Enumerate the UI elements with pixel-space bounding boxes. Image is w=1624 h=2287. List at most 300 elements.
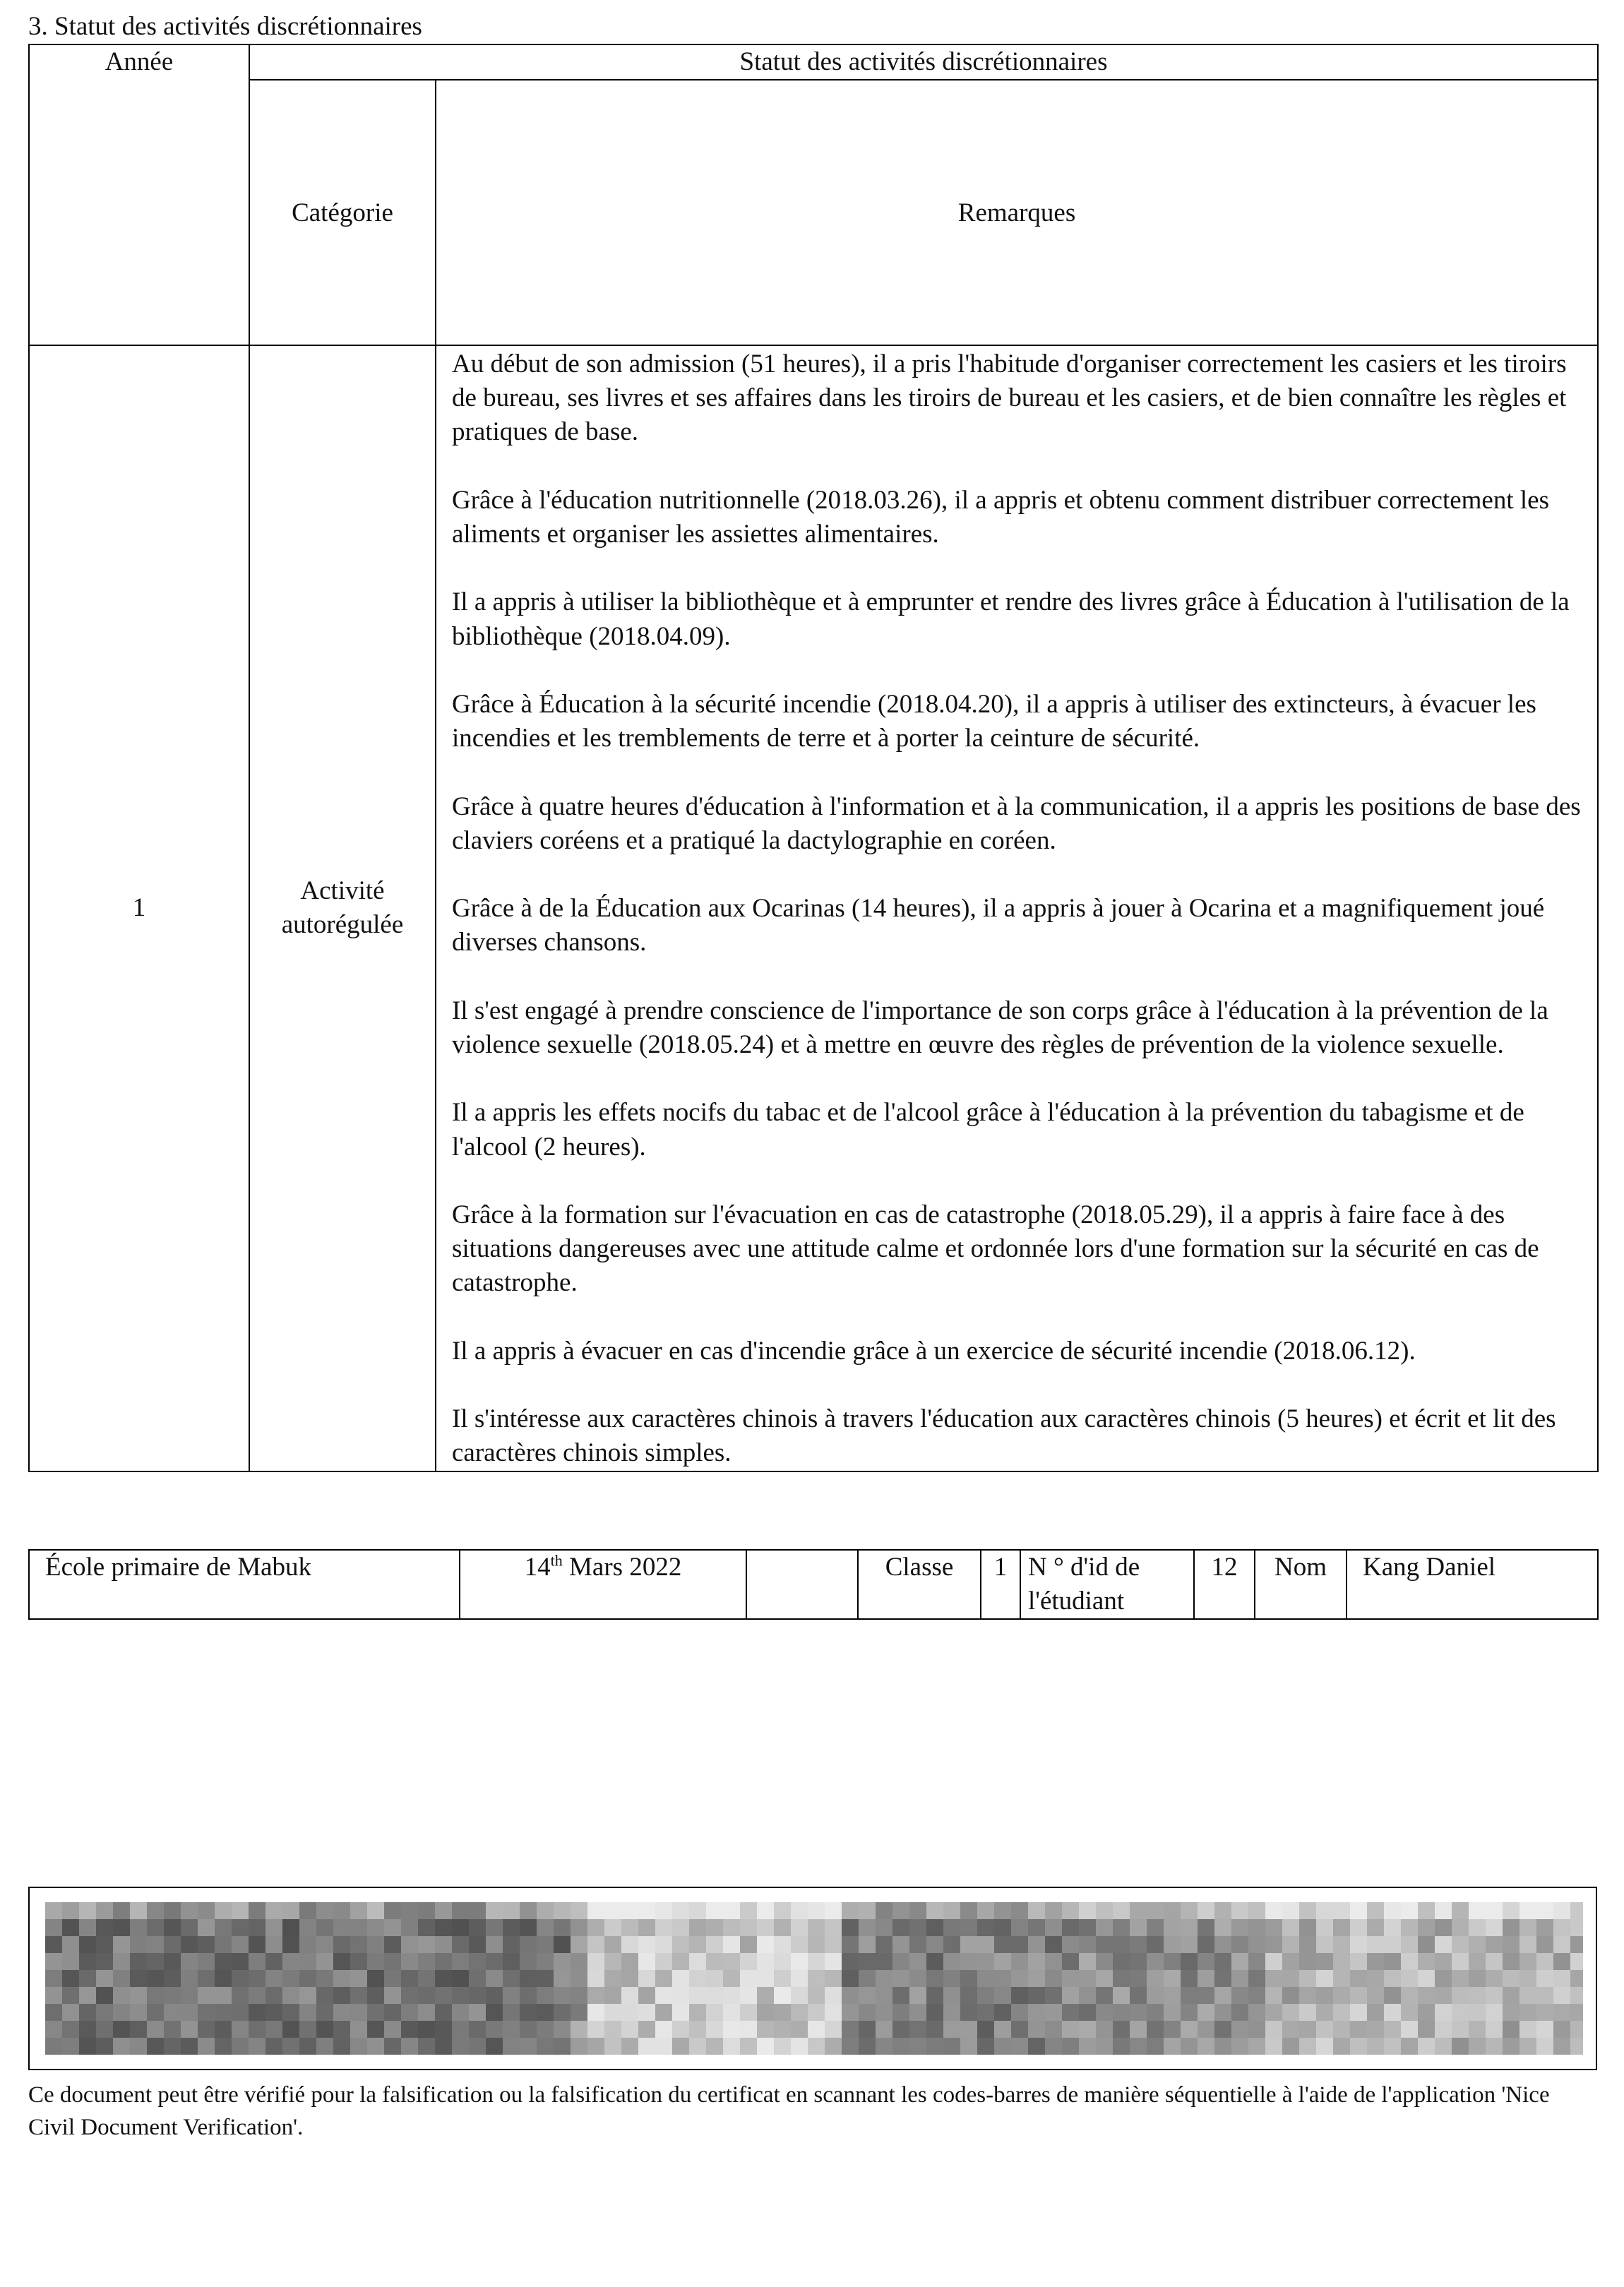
barcode-pixel	[1011, 1970, 1028, 1987]
barcode-pixel	[1536, 1970, 1553, 1987]
barcode-pixel	[960, 2004, 977, 2021]
barcode-pixel	[1011, 1987, 1028, 2004]
barcode-pixel	[1079, 1902, 1096, 1919]
barcode-pixel	[604, 1970, 621, 1987]
barcode-pixel	[333, 1902, 350, 1919]
barcode-pixel	[791, 1953, 808, 1970]
barcode-pixel	[350, 1970, 367, 1987]
barcode-pixel	[1113, 1919, 1130, 1936]
barcode-pixel	[249, 2004, 265, 2021]
barcode-pixel	[384, 2038, 401, 2055]
barcode-pixel	[164, 1936, 181, 1953]
barcode-pixel	[1570, 2004, 1583, 2021]
barcode-pixel	[503, 1936, 520, 1953]
barcode-pixel	[1130, 1936, 1147, 1953]
barcode-pixel	[401, 1987, 418, 2004]
barcode-pixel	[367, 2038, 384, 2055]
barcode-pixel	[909, 1970, 926, 1987]
barcode-pixel	[1401, 1902, 1418, 1919]
barcode-pixel	[1214, 1953, 1231, 1970]
verification-note: Ce document peut être vérifié pour la falsification ou la falsification du certificat en scannant les codes-barres de manière séquentielle à l'aide de l'application 'Nice Civil Document Verification'.	[28, 2082, 1550, 2140]
barcode-pixel	[1198, 1936, 1214, 1953]
barcode-pixel	[621, 2004, 638, 2021]
barcode-pixel	[79, 1970, 96, 1987]
barcode-pixel	[164, 1987, 181, 2004]
barcode-pixel	[808, 1919, 825, 1936]
barcode-pixel	[45, 1987, 62, 2004]
issue-date	[460, 1550, 746, 1619]
barcode-pixel	[1384, 2004, 1401, 2021]
barcode-pixel	[469, 1936, 486, 1953]
barcode-pixel	[1045, 1970, 1062, 1987]
barcode-pixel	[333, 1970, 350, 1987]
barcode-pixel	[1519, 2021, 1536, 2038]
barcode-pixel	[1418, 2004, 1435, 2021]
barcode-pixel	[1265, 1970, 1282, 1987]
barcode-pixel	[96, 2004, 113, 2021]
barcode-pixel	[316, 1953, 333, 1970]
barcode-pixel	[1130, 1902, 1147, 1919]
barcode-pixel	[706, 2038, 723, 2055]
barcode-pixel	[1248, 1953, 1265, 1970]
barcode-pixel	[486, 2021, 503, 2038]
barcode-pixel	[503, 1902, 520, 1919]
barcode-pixel	[1198, 1970, 1214, 1987]
barcode-pixel	[435, 1953, 452, 1970]
barcode-pixel	[1519, 2004, 1536, 2021]
remarks-cell	[436, 345, 1598, 1471]
barcode-pixel	[638, 2021, 655, 2038]
barcode-pixel	[859, 1987, 876, 2004]
barcode-pixel	[1486, 2038, 1503, 2055]
barcode-pixel	[1418, 2021, 1435, 2038]
barcode-pixel	[384, 2021, 401, 2038]
barcode-pixel	[1028, 1970, 1045, 1987]
barcode-pixel	[892, 2004, 909, 2021]
barcode-pixel	[587, 2004, 604, 2021]
barcode-pixel	[1062, 1953, 1079, 1970]
barcode-pixel	[757, 1987, 774, 2004]
barcode-pixel	[62, 1902, 79, 1919]
barcode-pixel	[706, 1953, 723, 1970]
barcode-pixel	[1503, 1953, 1519, 1970]
barcode-pixel	[1164, 2038, 1181, 2055]
barcode-pixel	[249, 2021, 265, 2038]
barcode-pixel	[469, 2004, 486, 2021]
barcode-pixel	[808, 2021, 825, 2038]
barcode-pixel	[842, 2038, 859, 2055]
barcode-pixel	[554, 1902, 571, 1919]
barcode-pixel	[943, 1919, 960, 1936]
barcode-pixel	[587, 1919, 604, 1936]
barcode-pixel	[1333, 1987, 1350, 2004]
barcode-pixel	[740, 1987, 757, 2004]
barcode-pixel	[79, 1919, 96, 1936]
barcode-pixel	[1096, 1902, 1113, 1919]
barcode-pixel	[1130, 1953, 1147, 1970]
barcode-pixel	[282, 1919, 299, 1936]
barcode-pixel	[1147, 2021, 1164, 2038]
barcode-pixel	[1113, 1970, 1130, 1987]
barcode-pixel	[774, 2021, 791, 2038]
barcode-pixel	[1570, 1953, 1583, 1970]
barcode-pixel	[994, 1987, 1011, 2004]
barcode-pixel	[282, 2004, 299, 2021]
barcode-pixel	[825, 1987, 842, 2004]
barcode-pixel	[1096, 1936, 1113, 1953]
barcode-pixel	[909, 1902, 926, 1919]
barcode-pixel	[1265, 2021, 1282, 2038]
barcode-pixel	[604, 1919, 621, 1936]
barcode-pixel	[757, 1970, 774, 1987]
barcode-pixel	[842, 1970, 859, 1987]
barcode-pixel	[299, 1902, 316, 1919]
barcode-pixel	[537, 1902, 554, 1919]
barcode-pixel	[282, 2021, 299, 2038]
barcode-pixel	[198, 1987, 215, 2004]
barcode-pixel	[892, 1987, 909, 2004]
barcode-pixel	[113, 1987, 130, 2004]
barcode-pixel	[1248, 1919, 1265, 1936]
barcode-pixel	[520, 2038, 537, 2055]
barcode-pixel	[1333, 2021, 1350, 2038]
barcode-pixel	[1503, 1936, 1519, 1953]
barcode-pixel	[587, 1953, 604, 1970]
barcode-pixel	[1486, 1987, 1503, 2004]
barcode-pixel	[299, 1953, 316, 1970]
barcode-pixel	[571, 1902, 587, 1919]
barcode-pixel	[232, 2004, 249, 2021]
barcode-pixel	[45, 1970, 62, 1987]
barcode-pixel	[926, 2004, 943, 2021]
barcode-pixel	[418, 2004, 435, 2021]
barcode-pixel	[486, 1953, 503, 1970]
barcode-pixel	[1164, 2021, 1181, 2038]
barcode-pixel	[1316, 1936, 1333, 1953]
barcode-pixel	[265, 2021, 282, 2038]
barcode-pixel	[943, 1987, 960, 2004]
barcode-pixel	[113, 2038, 130, 2055]
barcode-pixel	[740, 2004, 757, 2021]
barcode-pixel	[926, 1936, 943, 1953]
barcode-pixel	[1350, 1987, 1367, 2004]
barcode-pixel	[587, 1970, 604, 1987]
barcode-pixel	[418, 1953, 435, 1970]
barcode-pixel	[1316, 1970, 1333, 1987]
barcode-pixel	[435, 1936, 452, 1953]
barcode-pixel	[859, 1902, 876, 1919]
barcode-pixel	[1282, 1936, 1299, 1953]
barcode-pixel	[1198, 1987, 1214, 2004]
barcode-pixel	[1198, 2038, 1214, 2055]
barcode-pixel	[452, 1919, 469, 1936]
barcode-pixel	[486, 1936, 503, 1953]
barcode-pixel	[1452, 1970, 1469, 1987]
barcode-pixel	[943, 1936, 960, 1953]
barcode-pixel	[977, 1919, 994, 1936]
barcode-pixel	[1130, 1970, 1147, 1987]
barcode-pixel	[45, 1919, 62, 1936]
barcode-pixel	[452, 1987, 469, 2004]
barcode-pixel	[808, 2038, 825, 2055]
barcode-pixel	[977, 2004, 994, 2021]
barcode-pixel	[571, 1919, 587, 1936]
barcode-pixel	[1028, 2021, 1045, 2038]
barcode-pixel	[1333, 1953, 1350, 1970]
barcode-pixel	[1333, 2038, 1350, 2055]
barcode-pixel	[486, 1919, 503, 1936]
barcode-pixel	[45, 2038, 62, 2055]
barcode-pixel	[79, 2021, 96, 2038]
barcode-pixel	[926, 1953, 943, 1970]
barcode-pixel	[825, 1953, 842, 1970]
barcode-pixel	[1299, 1902, 1316, 1919]
barcode-pixel	[808, 1936, 825, 1953]
barcode-pixel	[554, 2004, 571, 2021]
barcode-pixel	[876, 1936, 892, 1953]
barcode-pixel	[1028, 1953, 1045, 1970]
barcode-pixel	[689, 2038, 706, 2055]
barcode-pixel	[655, 2004, 672, 2021]
barcode-pixel	[1062, 1936, 1079, 1953]
barcode-pixel	[45, 2021, 62, 2038]
barcode-pixel	[1045, 2021, 1062, 2038]
barcode-pixel	[1570, 1919, 1583, 1936]
barcode-pixel	[1553, 1902, 1570, 1919]
barcode-pixel	[469, 1902, 486, 1919]
barcode-pixel	[452, 1936, 469, 1953]
barcode-pixel	[1469, 1902, 1486, 1919]
barcode-pixel	[1401, 1970, 1418, 1987]
barcode-pixel	[1164, 1902, 1181, 1919]
barcode-pixel	[1333, 1970, 1350, 1987]
barcode-pixel	[316, 1936, 333, 1953]
barcode-pixel	[740, 2038, 757, 2055]
barcode-pixel	[1214, 1987, 1231, 2004]
barcode-pixel	[469, 1953, 486, 1970]
barcode-pixel	[960, 1953, 977, 1970]
barcode-pixel	[808, 1987, 825, 2004]
barcode-pixel	[130, 1953, 147, 1970]
barcode-pixel	[1367, 1953, 1384, 1970]
barcode-pixel	[621, 1987, 638, 2004]
barcode-pixel	[520, 2004, 537, 2021]
barcode-pixel	[774, 1987, 791, 2004]
barcode-pixel	[1147, 2038, 1164, 2055]
barcode-pixel	[943, 2004, 960, 2021]
barcode-pixel	[452, 2038, 469, 2055]
barcode-pixel	[435, 2038, 452, 2055]
barcode-pixel	[926, 1970, 943, 1987]
barcode-pixel	[249, 1970, 265, 1987]
barcode-pixel	[62, 1919, 79, 1936]
barcode-pixel	[350, 1902, 367, 1919]
barcode-pixel	[367, 1953, 384, 1970]
barcode-pixel	[1181, 1919, 1198, 1936]
header-status: Statut des activités discrétionnaires	[249, 44, 1598, 80]
barcode-pixel	[1181, 1953, 1198, 1970]
barcode-pixel	[672, 1902, 689, 1919]
barcode-pixel	[181, 2021, 198, 2038]
barcode-pixel	[960, 2038, 977, 2055]
barcode-pixel	[401, 1936, 418, 1953]
barcode-pixel	[587, 1936, 604, 1953]
barcode-pixel	[1570, 1970, 1583, 1987]
barcode-pixel	[774, 1919, 791, 1936]
barcode-pixel	[198, 1919, 215, 1936]
barcode-pixel	[1096, 1953, 1113, 1970]
barcode-pixel	[1231, 1970, 1248, 1987]
barcode-pixel	[198, 2004, 215, 2021]
barcode-pixel	[1079, 2038, 1096, 2055]
barcode-pixel	[147, 1987, 164, 2004]
barcode-pixel	[469, 1987, 486, 2004]
barcode-pixel	[706, 2021, 723, 2038]
barcode-pixel	[1553, 1987, 1570, 2004]
barcode-pixel	[1469, 1970, 1486, 1987]
barcode-pixel	[638, 1919, 655, 1936]
barcode-pixel	[1519, 2038, 1536, 2055]
name-label: Nom	[1255, 1550, 1347, 1619]
barcode-pixel	[1333, 1902, 1350, 1919]
barcode-pixel	[537, 1987, 554, 2004]
barcode-pixel	[723, 1936, 740, 1953]
barcode-pixel	[706, 2004, 723, 2021]
barcode-pixel	[1486, 1936, 1503, 1953]
barcode-pixel	[1299, 1936, 1316, 1953]
barcode-pixel	[249, 1936, 265, 1953]
barcode-pixel	[1265, 1953, 1282, 1970]
barcode-pixel	[520, 2021, 537, 2038]
barcode-pixel	[198, 2021, 215, 2038]
barcode-pixel	[1011, 1953, 1028, 1970]
barcode-pixel	[299, 2004, 316, 2021]
barcode-pixel	[943, 1970, 960, 1987]
barcode-pixel	[1147, 2004, 1164, 2021]
barcode-pixel	[791, 1970, 808, 1987]
barcode-pixel	[1265, 1919, 1282, 1936]
barcode-pixel	[1299, 1970, 1316, 1987]
barcode-pixel	[1130, 2038, 1147, 2055]
barcode-pixel	[587, 2021, 604, 2038]
barcode-pixel	[689, 1902, 706, 1919]
barcode-pixel	[1350, 2004, 1367, 2021]
barcode-pixel	[181, 1953, 198, 1970]
barcode-pixel	[130, 2004, 147, 2021]
barcode-pixel	[486, 1987, 503, 2004]
barcode-pixel	[621, 1936, 638, 1953]
barcode-pixel	[181, 1902, 198, 1919]
barcode-pixel	[1265, 1902, 1282, 1919]
barcode-pixel	[418, 1919, 435, 1936]
barcode-pixel	[45, 1902, 62, 1919]
barcode-pixel	[791, 1919, 808, 1936]
barcode-pixel	[757, 1902, 774, 1919]
barcode-pixel	[1011, 1919, 1028, 1936]
barcode-pixel	[469, 1970, 486, 1987]
barcode-pixel	[1401, 1953, 1418, 1970]
barcode-pixel	[384, 1953, 401, 1970]
barcode-pixel	[977, 1953, 994, 1970]
barcode-pixel	[147, 1936, 164, 1953]
barcode-pixel	[1452, 1953, 1469, 1970]
barcode-pixel	[1028, 1902, 1045, 1919]
barcode-pixel	[113, 1936, 130, 1953]
barcode-pixel	[994, 1919, 1011, 1936]
barcode-pixel	[1519, 1953, 1536, 1970]
barcode-pixel	[808, 2004, 825, 2021]
barcode-pixel	[909, 1936, 926, 1953]
barcode-pixel	[1062, 2004, 1079, 2021]
barcode-pixel	[706, 1919, 723, 1936]
barcode-pixel	[198, 1953, 215, 1970]
barcode-pixel	[825, 1936, 842, 1953]
barcode-pixel	[1418, 1936, 1435, 1953]
barcode-pixel	[1486, 1902, 1503, 1919]
class-label: Classe	[858, 1550, 981, 1619]
barcode-pixel	[1469, 2004, 1486, 2021]
barcode-pixel	[435, 1919, 452, 1936]
barcode-pixel	[842, 1987, 859, 2004]
barcode-pixel	[282, 2038, 299, 2055]
barcode-pixel	[1214, 2004, 1231, 2021]
barcode-pixel	[638, 1970, 655, 1987]
barcode-pixel	[147, 1953, 164, 1970]
barcode-pixel	[1452, 1936, 1469, 1953]
barcode-pixel	[1045, 1936, 1062, 1953]
barcode-pixel	[1045, 1919, 1062, 1936]
barcode-pixel	[1367, 2038, 1384, 2055]
barcode-pixel	[1147, 1953, 1164, 1970]
barcode-pixel	[774, 2004, 791, 2021]
barcode-pixel	[384, 1902, 401, 1919]
barcode-pixel	[384, 1919, 401, 1936]
barcode-pixel	[367, 1970, 384, 1987]
barcode-pixel	[1553, 1919, 1570, 1936]
barcode-pixel	[1503, 1987, 1519, 2004]
barcode-pixel	[367, 1919, 384, 1936]
barcode-pixel	[926, 2021, 943, 2038]
barcode-pixel	[1367, 2004, 1384, 2021]
barcode-pixel	[757, 2004, 774, 2021]
barcode-pixel	[486, 1902, 503, 1919]
barcode-pixel	[249, 1953, 265, 1970]
barcode-pixel	[554, 1987, 571, 2004]
barcode-pixel	[181, 1936, 198, 1953]
barcode-pixel	[1316, 1987, 1333, 2004]
barcode-pixel	[367, 2004, 384, 2021]
barcode-pixel	[892, 2021, 909, 2038]
barcode-pixel	[1384, 2038, 1401, 2055]
header-year: Année	[29, 44, 249, 345]
barcode-pixel	[655, 2038, 672, 2055]
empty-cell	[746, 1550, 858, 1619]
barcode-pixel	[621, 2021, 638, 2038]
barcode-pixel	[1164, 1919, 1181, 1936]
barcode-pixel	[740, 1902, 757, 1919]
barcode-pixel	[1486, 2004, 1503, 2021]
barcode-pixel	[418, 1902, 435, 1919]
barcode-pixel	[825, 1902, 842, 1919]
barcode-pixel	[1248, 1902, 1265, 1919]
student-id-label: N ° d'id de l'étudiant	[1020, 1550, 1194, 1619]
barcode-pixel	[1452, 1902, 1469, 1919]
barcode-pixel	[249, 1902, 265, 1919]
barcode-pixel	[1553, 2038, 1570, 2055]
barcode-pixel	[554, 1953, 571, 1970]
barcode-pixel	[791, 1902, 808, 1919]
barcode-pixel	[554, 1970, 571, 1987]
